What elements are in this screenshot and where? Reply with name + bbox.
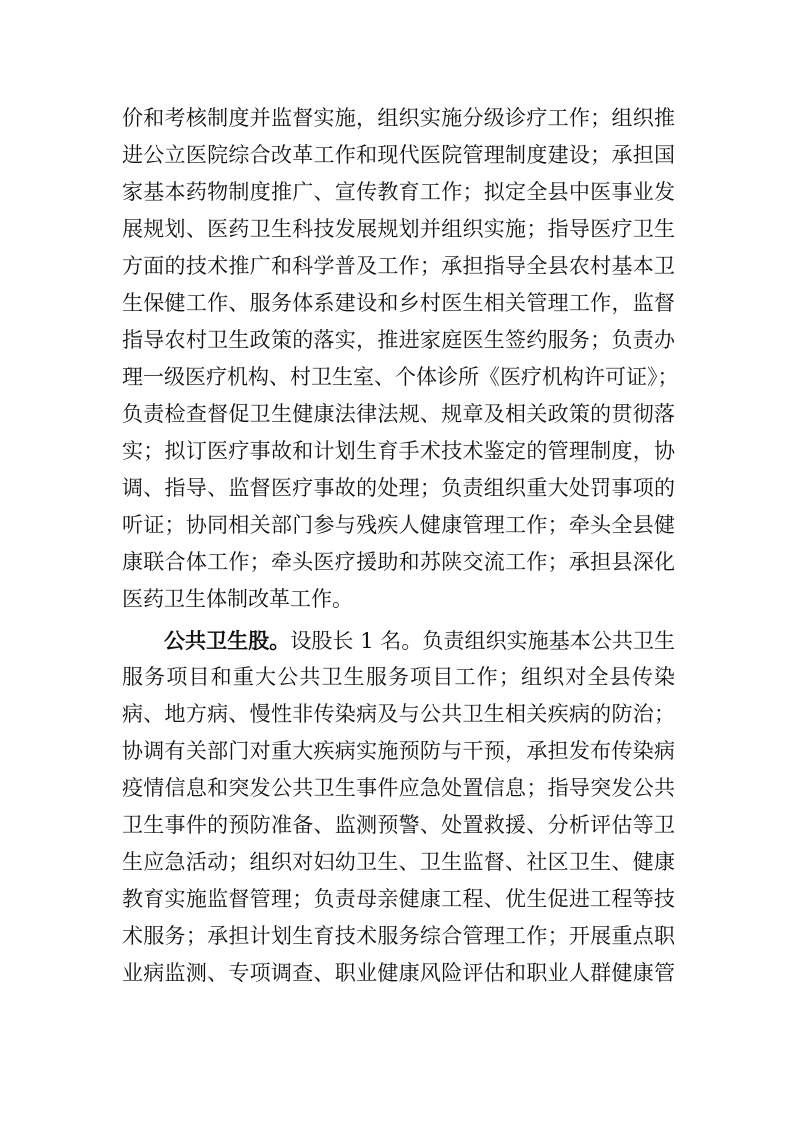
text-line: 家基本药物制度推广、宣传教育工作；拟定全县中医事业发	[122, 180, 675, 204]
section-first-line	[122, 622, 675, 659]
paragraph-medical-administration-continued	[122, 100, 679, 618]
text-line: 教育实施监督管理；负责母亲健康工程、优生促进工程等技	[122, 887, 675, 911]
text-line: 进公立医院综合改革工作和现代医院管理制度建设；承担国	[122, 143, 675, 167]
text-line: 医药卫生体制改革工作。	[122, 587, 353, 611]
text-line: 病、地方病、慢性非传染病及与公共卫生相关疾病的防治；	[122, 702, 675, 726]
text-line: 展规划、医药卫生科技发展规划并组织实施；指导医疗卫生	[122, 217, 675, 241]
text-line: 协调有关部门对重大疾病实施预防与干预，承担发布传染病	[122, 739, 675, 763]
text-line: 康联合体工作；牵头医疗援助和苏陕交流工作；承担县深化	[122, 550, 675, 574]
section-intro-text: 设股长 1 名。负责组织实施基本公共卫生	[290, 629, 675, 653]
text-line: 生保健工作、服务体系建设和乡村医生相关管理工作，监督	[122, 291, 675, 315]
text-line: 价和考核制度并监督实施，组织实施分级诊疗工作；组织推	[122, 106, 675, 130]
text-line: 术服务；承担计划生育技术服务综合管理工作；开展重点职	[122, 924, 675, 948]
text-line: 疫情信息和突发公共卫生事件应急处置信息；指导突发公共	[122, 776, 675, 800]
text-line: 卫生事件的预防准备、监测预警、处置救援、分析评估等卫	[122, 813, 675, 837]
text-line: 业病监测、专项调查、职业健康风险评估和职业人群健康管	[122, 961, 675, 985]
text-line: 理一级医疗机构、村卫生室、个体诊所《医疗机构许可证》；	[122, 365, 679, 389]
section-heading: 公共卫生股。	[164, 628, 291, 653]
text-line: 调、指导、监督医疗事故的处理；负责组织重大处罚事项的	[122, 476, 675, 500]
text-line: 方面的技术推广和科学普及工作；承担指导全县农村基本卫	[122, 254, 675, 278]
text-line: 实；拟订医疗事故和计划生育手术技术鉴定的管理制度，协	[122, 439, 675, 463]
text-line: 服务项目和重大公共卫生服务项目工作；组织对全县传染	[122, 665, 675, 689]
text-line: 指导农村卫生政策的落实，推进家庭医生签约服务；负责办	[122, 328, 675, 352]
text-line: 负责检查督促卫生健康法律法规、规章及相关政策的贯彻落	[122, 402, 675, 426]
paragraph-public-health-section	[122, 622, 675, 992]
text-line: 听证；协同相关部门参与残疾人健康管理工作；牵头全县健	[122, 513, 675, 537]
text-line: 生应急活动；组织对妇幼卫生、卫生监督、社区卫生、健康	[122, 850, 675, 874]
